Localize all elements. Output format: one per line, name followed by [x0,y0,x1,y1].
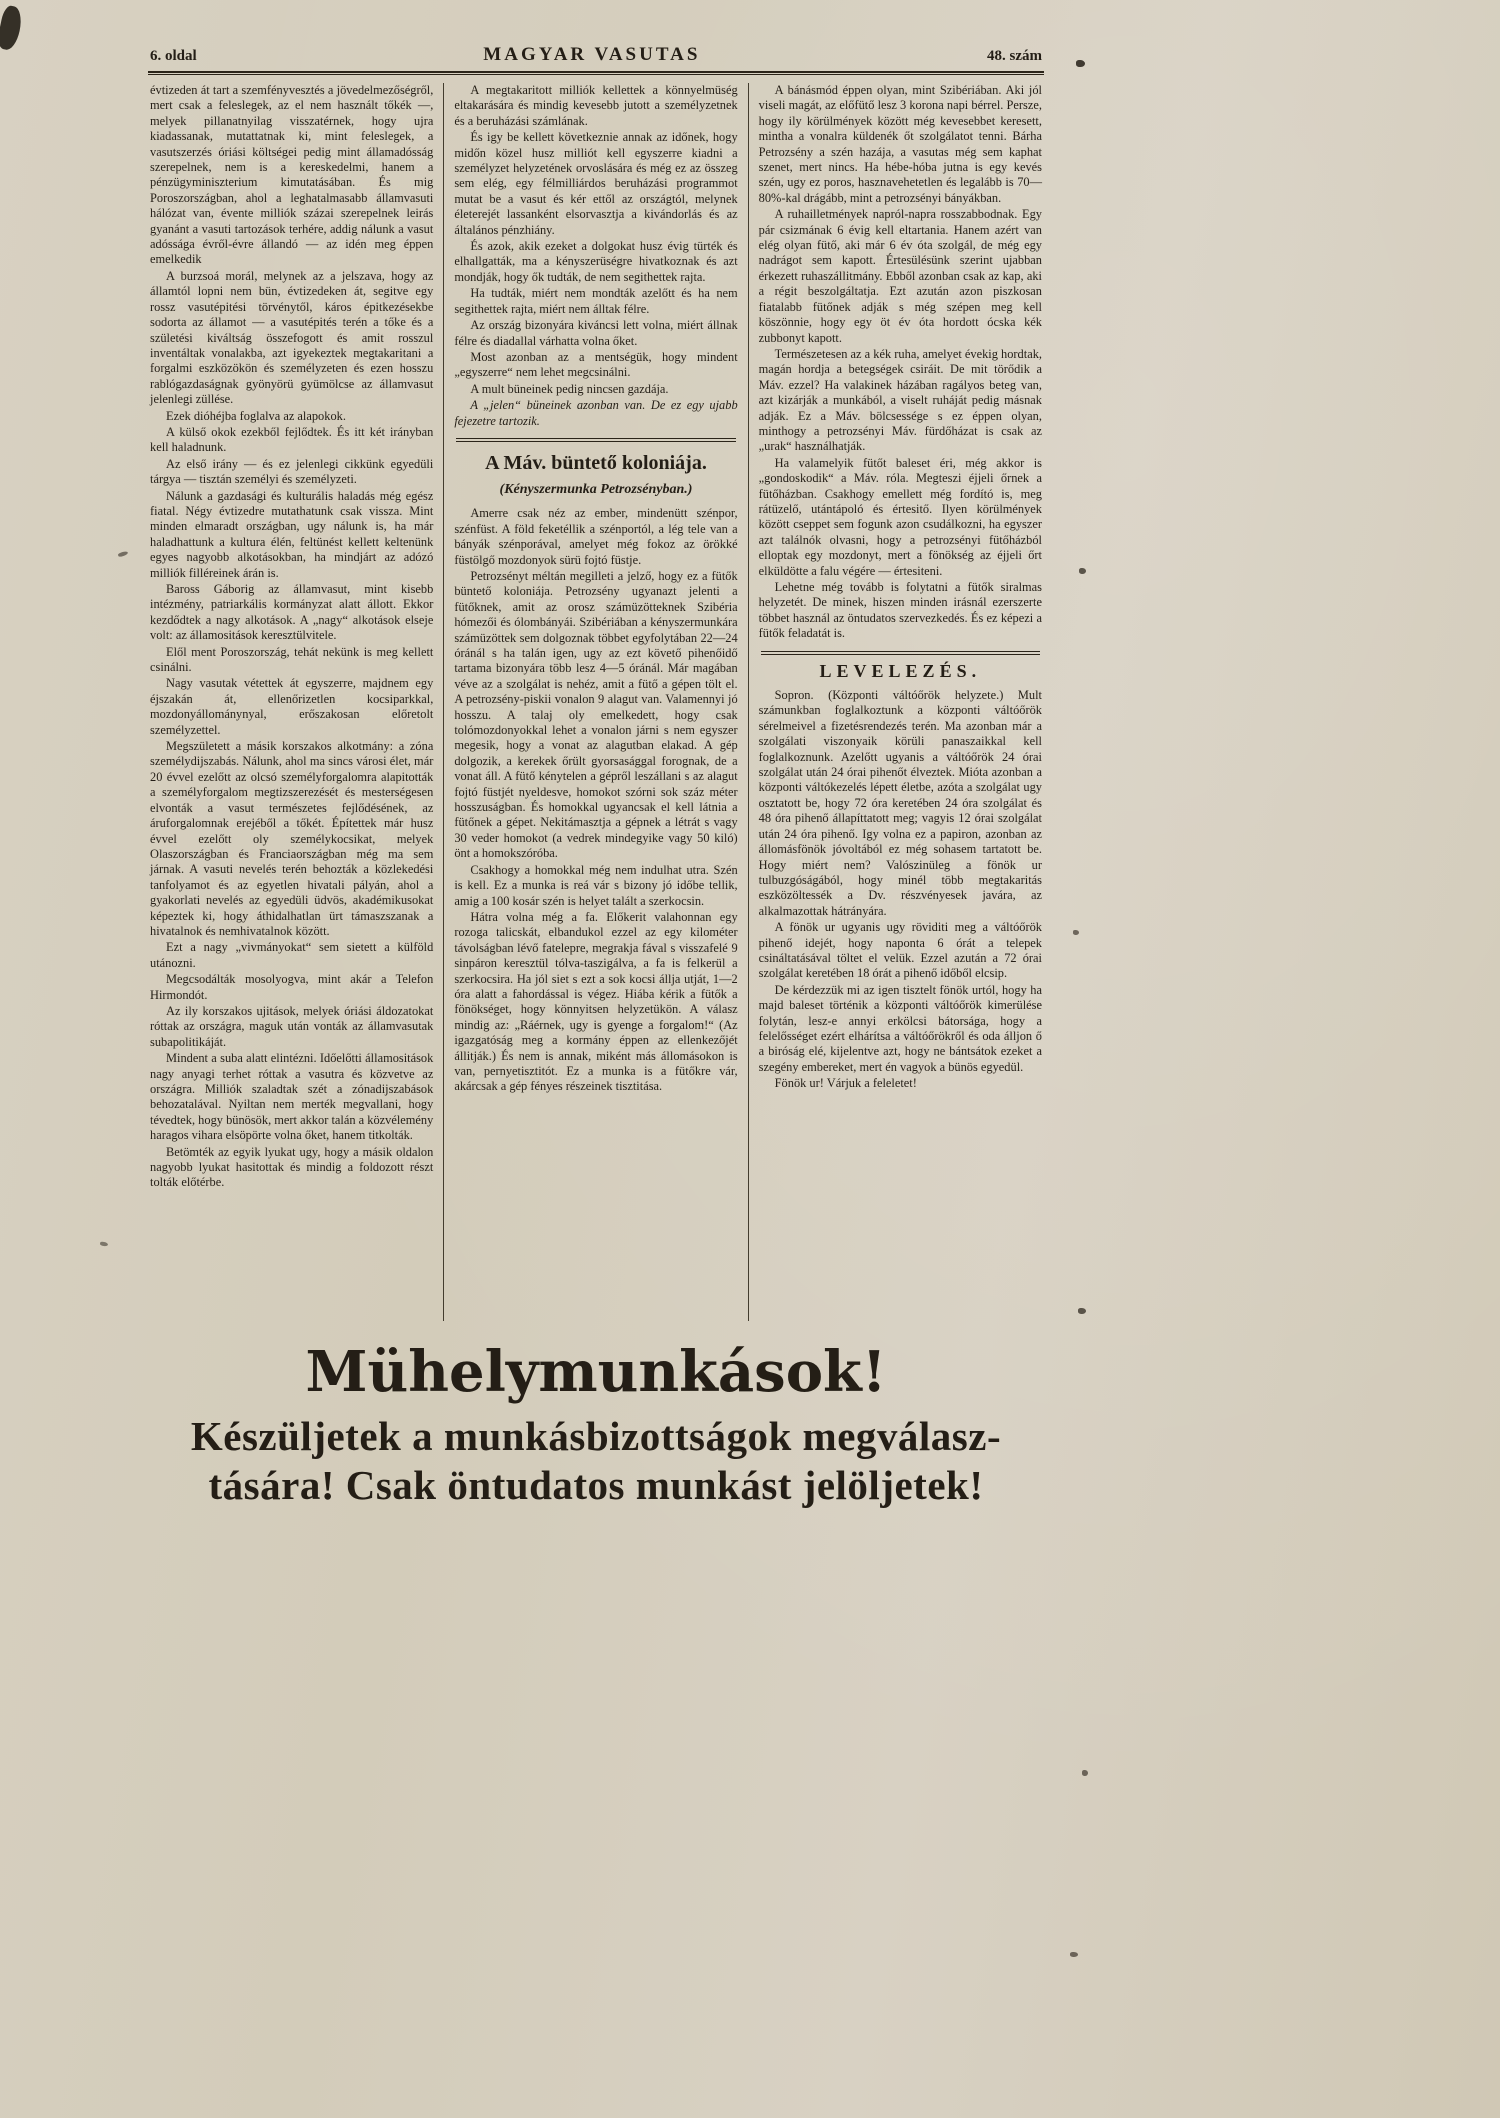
paragraph: A külső okok ezekből fejlődtek. És itt két irányban kell haladnunk. [150,424,434,455]
paragraph: Nálunk a gazdasági és kulturális haladás még egész fiatal. Négy évtizedre mutathatunk csak vissza. Mint minden elmaradt országban, ugy nálunk is, ha már haladhattunk a kultura élén, feltünést kellett keltenünk egyes nagyobb alkotásokban, ha mindjárt az adózó milliók filléreinek árán is. [150,488,434,580]
scan-speck [100,1241,109,1246]
issue-number: 48. szám [987,48,1042,64]
column-layout [148,83,1044,1321]
paragraph: De kérdezzük mi az igen tisztelt fönök urtól, hogy ha majd baleset történik a központi váltóőrök kimerülése folytán, lesz-e annyi erkölcsi bátorsága, hogy a felelősséget ezért elhárítsa a váltóőrökről és oda álljon ő a biróság elé, kijelentve azt, hogy ne bántsátok ezeket a szegény embereket, mert én vagyok a bünös egyedül. [758,982,1042,1074]
header-rule [148,71,1044,75]
paragraph: évtizeden át tart a szemfényvesztés a jövedelmezőségről, mert csak a feleslegek, az el nem használt tőkék —, melyek pillanatnyilag visszatérnek, hogy ujra kiadassanak, mutattatnak ki, mint feleslegek, a vasutszerzés óriási költségei pedig mint államadósság szerepelnek, nem is a kereskedelmi, hanem a pénzügyminiszterium kimutatásában. És mig Poroszországban, ahol a leghatalmasabb államvasuti hálózat van, évente milliók százai szerepelnek leirás gyanánt a vasuti tartozások terhére, addig nálunk a vasut adóssága évről-évre állandó — az idén meg éppen emelkedik [150,83,434,267]
column-2 [444,83,747,1321]
newspaper-title: MAGYAR VASUTAS [483,44,701,65]
article-subhead: (Kényszermunka Petrozsényban.) [499,481,693,497]
paragraph: Petrozsényt méltán megilleti a jelző, hogy ez a fütők büntető koloniája. Petrozsény ugyanazt jelenti a fütőknek, amit az orosz számüzötteknek Szibéria hómezői és ólombányái. Szibériában a kényszermunkára számüzöttek sem dolgoznak többet egyfolytában 22—24 óránál s ha talán igen, ugy az ezt követő pihenőidő tartama bizonyára több lesz 4—5 óránál. Már magában véve az a szolgálat is nehéz, amit a fütő a gépen tölt el. A petrozsény-piskii vonalon 9 alagut van. Valamennyi jó hosszu. A talaj oly emelkedett, hogy csak tolómozdonyokkal lehet a vonalon járni s nem egyszer megesik, hogy a vonat az alagutban elakad. A gép dolgozik, a kerekek őrült gyorsasággal forognak, de a vonat áll. A fütő kénytelen a gépről leszállani s az alagut fojtó füstjét nyeldesve, homokot szórni sok száz méter hosszuságban. És homokkal ugyancsak el kell látnia a fütőnek a gépet. Nekitámasztja a gépnek a létrát s vagy 30 veder homokot (a vedrek mindegyike vagy 50 kiló) önt a homokszóróba. [454,568,738,861]
paragraph: A „jelen“ büneinek azonban van. De ez egy ujabb fejezetre tartozik. [454,398,738,428]
paragraph: A ruhailletmények napról-napra rosszabbodnak. Egy pár csizmának 6 évig kell eltartania. Hanem azért van elég olyan fütő, aki már 6 év óta szolgál, de még egy nadrágot sem kapott. Értesülésünk szerint ujabban érkezett ruhaszállitmány. Ebből azonban csak az kap, aki a régit beszolgáltatja. Ezt azután azon piszkosan fiatalabb fütőnek adják s még szépen meg kell köszönnie, hogy egy öt év óta hordott ócska kék zubbonyt kapott. [758,207,1042,345]
column-rule [456,438,735,442]
scan-speck [1076,60,1085,67]
scan-speck [1073,930,1079,935]
paragraph: Természetesen az a kék ruha, amelyet évekig hordtak, magán hordja a betegségek csiráit. De mit törődik a Máv. ezzel? Ha valakinek házában ragályos beteg van, azt kizárják a munkából, a viselt ruháját pedig másnak adják. Ez a Máv. bölcsessége s ez éppen olyan, minthogy a petrozsényi Máv. fürdőházat is csak az „urak“ használhatják. [758,346,1042,454]
paragraph: A bánásmód éppen olyan, mint Szibériában. Aki jól viseli magát, az előfütő lesz 3 korona napi bérrel. Persze, hogy ily körülmények között még kevesebbet keresett, mintha a vonalra küldenék őt szolgálatot tenni. Bárha Petrozsény a szén hazája, a vasutas még sem kaphat szenet, mert nincs. Ha hébe-hóba jutna is egy kevés szén, ugy ez poros, hasznavehetetlen és legalább is 70—80%-kal drágább, mint a petrozsényi bányákban. [758,83,1042,205]
paragraph: Az ily korszakos ujitások, melyek óriási áldozatokat róttak az országra, maguk után vonták az államvasutak subapolitikáját. [150,1003,434,1049]
announcement [148,1339,1044,1510]
scan-speck [118,551,129,558]
scan-speck [1078,1308,1086,1314]
paragraph: Ha valamelyik fütőt baleset éri, még akkor is „gondoskodik“ a Máv. róla. Megteszi éjjeli őrnek a fütőházban. Csakhogy emellett még fordító is, meg rátüzelő, utántápoló és értesitő. Ilyen körülmények között cseppet sem fogunk azon csudálkozni, ha egyszer azt találnók olvasni, hogy a petrozsényi fütőházból elloptak egy mozdonyt, mert a fönökség az éjjeli őrt elküldötte a falu végére — értesiteni. [758,455,1042,578]
scan-speck [1070,1952,1078,1957]
paragraph: Betömték az egyik lyukat ugy, hogy a másik oldalon nagyobb lyukat hasitottak és mindig a foldozott részt tolták előtérbe. [150,1144,434,1190]
paragraph: Az ország bizonyára kiváncsi lett volna, miért állnak félre és diadallal várhatta volna őket. [454,318,738,348]
paragraph: Megszületett a másik korszakos alkotmány: a zóna személydijszabás. Nálunk, ahol ma sincs városi élet, már 20 évvel ezelőtt az olcsó személyforgalomra alapitották a személyforgalom megtizszerezését és mesterségesen elvonták a vasut természetes fejlődésének, az áruforgalomnak erejéből a tőkét. Építettek már husz évvel ezelőtt oly személykocsikat, melyek Olaszországban és Franciaországban még ma sem járnak. A vasuti nevelés terén behozták a közlekedési tanfolyamot és az egyetlen hivatali pályán, ahol a gyakorlati nevelés az egyedüli üdvös, akadémikusokat képeztek ki, hogy áthidalhatlan ürt támaszszanak a hivatalnok és nemhivatalnok között. [150,739,434,938]
scan-speck [0,4,24,51]
page-header [148,44,1044,71]
paragraph: Nagy vasutak vétettek át egyszerre, majdnem egy éjszakán át, ellenőrizetlen kocsiparkkal, mozdonyállománynyal, erőszakosan előretolt személyzettel. [150,676,434,737]
paragraph: A mult büneinek pedig nincsen gazdája. [470,381,669,396]
section-title-levelezes: LEVELEZÉS. [819,660,982,681]
paragraph: Fönök ur! Várjuk a feleletet! [774,1076,917,1091]
paragraph: Ezek dióhéjba foglalva az alapokok. [166,408,346,423]
announcement-line-1: Készüljetek a munkásbizottságok megválasz- [190,1412,1002,1459]
announcement-line-2: tására! Csak öntudatos munkást jelöljetek! [208,1461,984,1508]
paragraph: Lehetne még tovább is folytatni a fütők siralmas helyzetét. De minek, hiszen minden irásnál ezerszerte többet használ az öntudatos szervezkedés. És ez képezi a fütők feladatát is. [758,580,1042,641]
paragraph: A megtakaritott milliók kellettek a könnyelmüség eltakarására és mindig kevesebb jutott a személyzetnek és a beruházási számlának. [454,83,738,128]
column-3 [749,83,1044,1321]
column-rule [761,651,1040,655]
paragraph: Sopron. (Központi váltóőrök helyzete.) Mult számunkban foglalkoztunk a központi váltóőrök sérelmeivel a fizetésrendezés terén. Ma azonban már a szolgálati viszonyaik körüli panaszaikkal kell foglalkoznunk. Azelőtt ugyanis a váltóőrök 24 órai szolgálat után 24 órai pihenőt élveztek. Mióta azonban a központi váltókezelés lépett életbe, azóta a szolgálat ugy osztatott be, hogy 72 óra keretében 24 óra szolgálat és 48 óra pihenő állapíttatott meg; vagyis 12 órai szolgálat után 24 óra pihenő. Igy volna ez a papiron, azonban az állomásfönök jóvoltából ez még sohasem tartatott be. Hogy miért nem? Valószinüleg a fönök ur tulbuzgóságából, hogy minél több megtakaritás eszközöltessék a Dv. részvényesek javára, az alkalmazottak hátrányára. [758,688,1042,918]
paragraph: Megcsodálták mosolyogva, mint akár a Telefon Hirmondót. [150,972,434,1002]
paragraph: Amerre csak néz az ember, mindenütt szénpor, szénfüst. A föld feketéllik a szénportól, a lég tele van a bányák szénporával, amelyet még fokoz az örökké füstölgő mozdonyok sürü fojtó füstje. [454,506,738,567]
paragraph: Az első irány — és ez jelenlegi cikkünk egyedüli tárgya — tisztán személyi és személyzeti. [150,456,434,487]
paragraph: Baross Gáborig az államvasut, mint kisebb intézmény, patriarkális kormányzat alatt állott. Ekkor kezdődtek a nagy alkotások. A „nagy“ alkotások elseje volt: az államositások keresztülvitele. [150,582,434,643]
article-headline: A Máv. büntető koloniája. [485,451,707,474]
scan-speck [1079,568,1086,574]
printed-area [148,44,1044,1510]
paragraph: Most azonban az a mentségük, hogy mindent „egyszerre“ nem lehet megcsinálni. [454,349,738,380]
paragraph: Csakhogy a homokkal még nem indulhat utra. Szén is kell. Ez a munka is reá vár s bizony jó időbe tellik, amig a 100 kosár szén is helyet talált a szerkocsin. [454,862,738,908]
paragraph: A fönök ur ugyanis ugy röviditi meg a váltóőrök pihenő idejét, hogy naponta 6 órát a telepek csináltatásával töltet el velük. Ezzel azután a 72 órai szolgálat keretében 18 órát a pihenő időből elcsip. [758,920,1042,981]
announcement-title: Mühelymunkások! [305,1339,887,1405]
scan-speck [1082,1770,1088,1776]
column-1 [148,83,443,1321]
paragraph: És igy be kellett következnie annak az időnek, hogy midőn közel husz milliót kell egyszerre kiadni a személyzet helyzetének orvoslására és még ez az összeg sem elég, egy félmilliárdos beruházási programmot mutat be a vasut és kér ettől az országtól, melynek életerejét lassanként elsorvasztja a kivándorlás és az általános pénzhiány. [454,130,738,237]
paragraph: Mindent a suba alatt elintézni. Időelőtti államositások nagy anyagi terhet róttak a vasutra és közvetve az országra. Milliók szaladtak szét a zónadijszabások behozatalával. Nyiltan nem merték megvallani, hogy tévedtek, hogy bünösök, mert akkor talán a közvélemény haragos vihara elsöpörte volna őket, hanem titkolták. [150,1051,434,1143]
paragraph: Ha tudták, miért nem mondták azelőtt és ha nem segithettek rajta, miért nem álltak félre. [454,286,738,316]
page-number: 6. oldal [150,48,197,64]
paragraph: És azok, akik ezeket a dolgokat husz évig türték és elhallgatták, ma a kényszerüségre hivatkoznak és azt mondják, hogy ők tudták, de nem segithettek rajta. [454,239,738,284]
paragraph: Ezt a nagy „vivmányokat“ sem sietett a külföld utánozni. [150,940,434,970]
paragraph: A burzsoá morál, melynek az a jelszava, hogy az államtól lopni nem bün, évtizedeken át, segitve egy rossz vasutépitési törvénytől, káros épitkezésekbe sodorta az államot — a vasutépités terén a tőke és a születési kiváltság összefogott és amit rosszul inventáltak vonalakba, azt igyekeztek megtakaritani a forgalmi eszközökön és személyzeten és ezen hosszu rablógazdaságnak gyönyörü gyümölcse az államvasut jelenlegi züllése. [150,268,434,407]
paragraph: Elől ment Poroszország, tehát nekünk is meg kellett csinálni. [150,644,434,675]
paragraph: Hátra volna még a fa. Előkerit valahonnan egy rozoga talicskát, elbandukol ezzel az egy kilométer távolságban lévő fatelepre, megrakja fával s visszafelé 9 sinpáron keresztül tólva-taszigálva, a fa is felkerül a szerkocsira. Ha jól siet s ezt a sok kocsi állja utját, 1—2 óra alatt a fahordással is végez. Hiába kérik a fütők a fönökséget, hogy könnyitsen helyzetükön. A válasz mindig az: „Ráérnek, ugy is gyenge a forgalom!“ (Az igazgatóság meg a kormány éppen az ellenkezőjét állitják.) És nem is annak, miként más állomásokon is van, pernyetisztitót. Ez a munka is a fütőkre vár, akárcsak a gép fényes részeinek tisztitása. [454,909,738,1094]
